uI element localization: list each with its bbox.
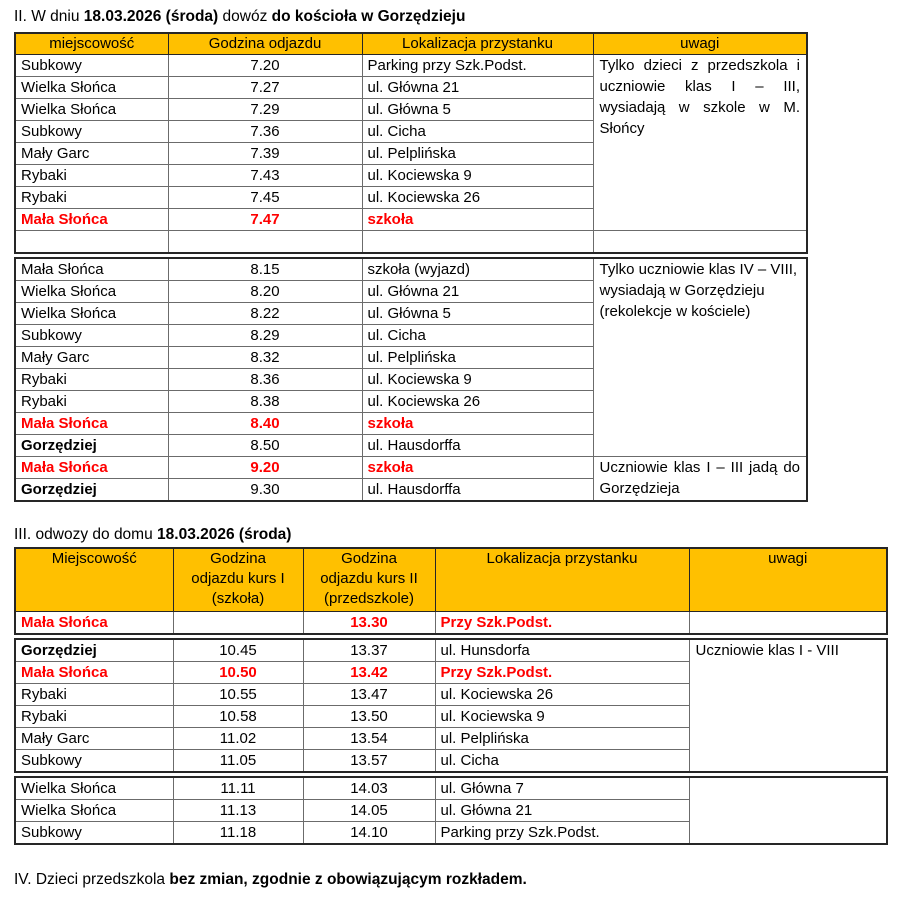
column-header: miejscowość — [15, 33, 168, 55]
cell-place: Mała Słońca — [15, 662, 173, 684]
section-iii-title — [14, 525, 900, 544]
cell-time: 7.47 — [168, 209, 362, 231]
cell-place: Wielka Słońca — [15, 77, 168, 99]
cell-stop: Parking przy Szk.Podst. — [435, 822, 689, 845]
cell-time: 7.20 — [168, 55, 362, 77]
cell-stop: Przy Szk.Podst. — [435, 662, 689, 684]
cell-time: 9.20 — [168, 457, 362, 479]
cell-stop: ul. Kociewska 9 — [362, 165, 593, 187]
cell-time: 9.30 — [168, 479, 362, 502]
cell-place: Rybaki — [15, 684, 173, 706]
cell-uwagi: Tylko uczniowie klas IV – VIII, wysiadają w Gorzędzieju (rekolekcje w kościele) — [593, 258, 807, 457]
cell-k2: 13.42 — [303, 662, 435, 684]
cell-stop: ul. Cicha — [362, 121, 593, 143]
cell-stop: szkoła — [362, 457, 593, 479]
cell-uwagi — [689, 777, 887, 844]
cell-stop: ul. Kociewska 26 — [362, 391, 593, 413]
cell-time: 8.29 — [168, 325, 362, 347]
section-iii-title-date: 18.03.2026 (środa) — [157, 526, 292, 543]
section-iv-prefix: IV. Dzieci przedszkola — [14, 871, 170, 888]
cell-time: 7.36 — [168, 121, 362, 143]
section-ii-title — [14, 7, 900, 26]
cell-k1: 10.45 — [173, 639, 303, 662]
odwozy-table-body-2 — [15, 639, 887, 772]
cell-stop: Przy Szk.Podst. — [435, 612, 689, 635]
cell-place: Mała Słońca — [15, 612, 173, 635]
cell-place: Mały Garc — [15, 143, 168, 165]
column-header: Lokalizacja przystanku — [362, 33, 593, 55]
cell-stop: szkoła (wyjazd) — [362, 258, 593, 281]
cell-place: Mały Garc — [15, 728, 173, 750]
cell-stop: szkoła — [362, 413, 593, 435]
table-row — [15, 231, 807, 254]
cell-time: 7.39 — [168, 143, 362, 165]
cell-place: Rybaki — [15, 391, 168, 413]
column-header: Miejscowość — [15, 548, 173, 612]
cell-place: Mała Słońca — [15, 209, 168, 231]
cell-uwagi: Uczniowie klas I - VIII — [689, 639, 887, 772]
cell-k2: 13.30 — [303, 612, 435, 635]
cell-stop: ul. Kociewska 9 — [435, 706, 689, 728]
cell-time: 8.50 — [168, 435, 362, 457]
cell-k2: 13.47 — [303, 684, 435, 706]
cell-k2: 14.05 — [303, 800, 435, 822]
cell-place: Gorzędziej — [15, 479, 168, 502]
section-ii-title-mid: dowóz — [218, 8, 272, 25]
dowoz-table-body-2 — [15, 258, 807, 501]
cell-time: 8.20 — [168, 281, 362, 303]
cell-place: Mała Słońca — [15, 258, 168, 281]
table-row — [15, 612, 887, 635]
section-ii-title-prefix: II. W dniu — [14, 8, 84, 25]
cell-stop: ul. Hausdorffa — [362, 479, 593, 502]
column-header: Godzina odjazdu — [168, 33, 362, 55]
cell-time: 8.15 — [168, 258, 362, 281]
cell-k2: 13.57 — [303, 750, 435, 773]
cell-time: 7.29 — [168, 99, 362, 121]
column-header: Godzina odjazdu kurs I (szkoła) — [173, 548, 303, 612]
odwozy-table-header — [15, 548, 887, 612]
odwozy-table-part1 — [14, 547, 888, 635]
cell-time: 8.22 — [168, 303, 362, 325]
cell-place: Rybaki — [15, 165, 168, 187]
cell-place: Wielka Słońca — [15, 99, 168, 121]
cell-place: Subkowy — [15, 55, 168, 77]
cell-stop: ul. Główna 21 — [362, 281, 593, 303]
cell-k2: 13.50 — [303, 706, 435, 728]
cell-time: 8.40 — [168, 413, 362, 435]
cell-uwagi: Tylko dzieci z przedszkola i uczniowie klas I – III, wysiadają w szkole w M. Słońcy — [593, 55, 807, 231]
cell-k1 — [173, 612, 303, 635]
cell-place — [15, 231, 168, 254]
cell-k1: 11.02 — [173, 728, 303, 750]
cell-place: Mała Słońca — [15, 413, 168, 435]
dowoz-table-body-1 — [15, 55, 807, 254]
column-header: uwagi — [593, 33, 807, 55]
cell-time: 7.27 — [168, 77, 362, 99]
table-row — [15, 639, 887, 662]
cell-stop: ul. Główna 21 — [435, 800, 689, 822]
cell-place: Subkowy — [15, 750, 173, 773]
cell-stop: ul. Główna 21 — [362, 77, 593, 99]
cell-time: 8.32 — [168, 347, 362, 369]
cell-place: Subkowy — [15, 325, 168, 347]
odwozy-table-body-3 — [15, 777, 887, 844]
section-iii-title-prefix: III. odwozy do domu — [14, 526, 158, 543]
cell-stop: ul. Hunsdorfa — [435, 639, 689, 662]
cell-time: 8.36 — [168, 369, 362, 391]
cell-place: Wielka Słońca — [15, 303, 168, 325]
table-row — [15, 777, 887, 800]
cell-place: Gorzędziej — [15, 639, 173, 662]
cell-stop: ul. Cicha — [435, 750, 689, 773]
cell-stop: ul. Kociewska 26 — [362, 187, 593, 209]
header-row — [15, 548, 887, 612]
cell-k1: 11.13 — [173, 800, 303, 822]
column-header: uwagi — [689, 548, 887, 612]
table-row — [15, 55, 807, 77]
cell-time: 7.43 — [168, 165, 362, 187]
odwozy-table-part3 — [14, 776, 888, 845]
odwozy-table-body-1 — [15, 612, 887, 635]
cell-place: Rybaki — [15, 187, 168, 209]
cell-stop: ul. Pelplińska — [362, 347, 593, 369]
cell-time: 8.38 — [168, 391, 362, 413]
cell-stop: ul. Kociewska 9 — [362, 369, 593, 391]
cell-stop: ul. Główna 5 — [362, 303, 593, 325]
dowoz-table-part2 — [14, 257, 808, 502]
cell-k2: 14.03 — [303, 777, 435, 800]
cell-time: 7.45 — [168, 187, 362, 209]
cell-place: Mała Słońca — [15, 457, 168, 479]
cell-k1: 10.58 — [173, 706, 303, 728]
odwozy-table-part2 — [14, 638, 888, 773]
dowoz-table-part1 — [14, 32, 808, 254]
cell-uwagi — [593, 231, 807, 254]
dowoz-table-header — [15, 33, 807, 55]
cell-stop: szkoła — [362, 209, 593, 231]
cell-k2: 14.10 — [303, 822, 435, 845]
cell-time — [168, 231, 362, 254]
cell-stop: ul. Hausdorffa — [362, 435, 593, 457]
column-header: Godzina odjazdu kurs II (przedszkole) — [303, 548, 435, 612]
cell-stop: Parking przy Szk.Podst. — [362, 55, 593, 77]
cell-k2: 13.54 — [303, 728, 435, 750]
cell-stop: ul. Główna 5 — [362, 99, 593, 121]
cell-stop: ul. Pelplińska — [362, 143, 593, 165]
cell-uwagi: Uczniowie klas I – III jadą do Gorzędzieja — [593, 457, 807, 502]
cell-place: Wielka Słońca — [15, 777, 173, 800]
cell-place: Wielka Słońca — [15, 281, 168, 303]
cell-uwagi — [689, 612, 887, 635]
cell-place: Subkowy — [15, 822, 173, 845]
section-iv-note — [14, 871, 900, 889]
cell-stop: ul. Kociewska 26 — [435, 684, 689, 706]
column-header: Lokalizacja przystanku — [435, 548, 689, 612]
cell-k2: 13.37 — [303, 639, 435, 662]
cell-stop: ul. Cicha — [362, 325, 593, 347]
cell-k1: 10.55 — [173, 684, 303, 706]
header-row — [15, 33, 807, 55]
cell-place: Wielka Słońca — [15, 800, 173, 822]
section-iv-bold: bez zmian, zgodnie z obowiązującym rozkładem. — [169, 871, 527, 888]
cell-k1: 10.50 — [173, 662, 303, 684]
section-ii-title-date: 18.03.2026 (środa) — [83, 8, 219, 25]
table-row — [15, 457, 807, 479]
section-ii-title-dest: do kościoła w Gorzędzieju — [271, 8, 466, 25]
cell-place: Gorzędziej — [15, 435, 168, 457]
cell-stop: ul. Główna 7 — [435, 777, 689, 800]
cell-k1: 11.05 — [173, 750, 303, 773]
table-row — [15, 258, 807, 281]
cell-place: Rybaki — [15, 706, 173, 728]
cell-place: Mały Garc — [15, 347, 168, 369]
cell-place: Rybaki — [15, 369, 168, 391]
cell-k1: 11.11 — [173, 777, 303, 800]
cell-stop — [362, 231, 593, 254]
cell-k1: 11.18 — [173, 822, 303, 845]
cell-stop: ul. Pelplińska — [435, 728, 689, 750]
cell-place: Subkowy — [15, 121, 168, 143]
